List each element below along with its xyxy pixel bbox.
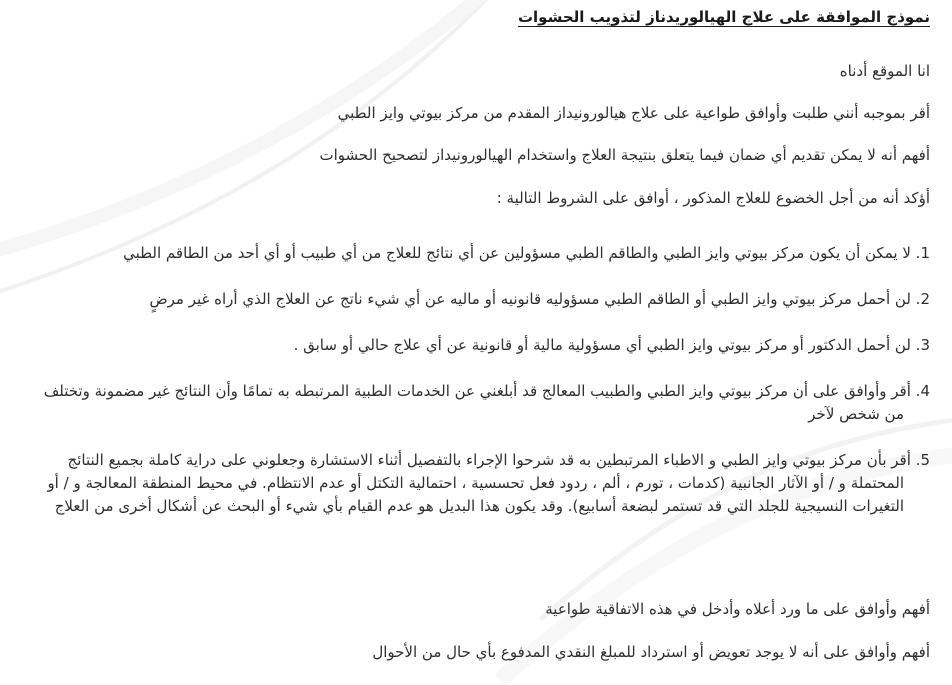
intro-line-request: أقر بموجبه أنني طلبت وأوافق طواعية على علاج هيالورونيداز المقدم من مركز بيوتي وايز الطبي [337,104,930,122]
footer-line-voluntary-agreement: أفهم وأوافق على ما ورد أعلاه وأدخل في هذه الاتفاقية طواعية [545,600,930,618]
document-title: نموذج الموافقة على علاج الهيالوريدناز لتذويب الحشوات [517,8,930,26]
term-item-3 [20,334,930,357]
term-number: 5. [915,451,930,469]
term-text: لا يمكن أن يكون مركز بيوتي وايز الطبي والطاقم الطبي مسؤولين عن أي نتائج للعلاج من أي طبيب أو أي أحد من الطاقم الطبي [123,244,911,262]
intro-line-undersigned: انا الموقع أدناه [839,62,930,80]
term-text: أقر بأن مركز بيوتي وايز الطبي و الاطباء المرتبطين به قد شرحوا الإجراء بالتفصيل أثناء الاستشارة وجعلوني على دراية كاملة بجميع النتائج المحتملة و / أو الآثار الجانبية (كدمات ، تورم ، ألم ، ردود فعل تحسسية ، احتمالية التكتل أو عدم الانتظام. في محيط المنطقة المعالجة و / أو التغيرات النسيجية للجلد التي قد تستمر لبضعة أسابيع). وقد يكون هذا البديل هو عدم القيام بأي شيء أو البحث عن أشكال أخرى من العلاج [47,451,911,515]
term-item-5 [20,449,930,518]
term-text: لن أحمل الدكتور أو مركز بيوتي وايز الطبي أي مسؤولية مالية أو قانونية عن أي علاج حالي أو سابق . [293,336,911,354]
term-number: 4. [915,382,930,400]
term-number: 3. [915,336,930,354]
intro-line-no-guarantee: أفهم أنه لا يمكن تقديم أي ضمان فيما يتعلق بنتيجة العلاج واستخدام الهيالورونيداز لتصحيح الحشوات [319,146,930,164]
term-item-4 [20,380,930,426]
intro-line-conditions: أؤكد أنه من أجل الخضوع للعلاج المذكور ، أوافق على الشروط التالية : [496,189,930,207]
term-number: 2. [915,290,930,308]
term-number: 1. [915,244,930,262]
term-text: أقر وأوافق على أن مركز بيوتي وايز الطبي والطبيب المعالج قد أبلغني عن الخدمات الطبية المرتبطه به تمامًا وأن النتائج غير مضمونة وتختلف من شخص لآخر [43,382,911,423]
term-text: لن أحمل مركز بيوتي وايز الطبي أو الطاقم الطبي مسؤوليه قانونيه أو ماليه عن أي شيء ناتج عن العلاج الذي أراه غير مرضٍ [149,290,911,308]
term-item-1 [20,242,930,265]
footer-line-no-refund: أفهم وأوافق على أنه لا يوجد تعويض أو استرداد للمبلغ النقدي المدفوع بأي حال من الأحوال [372,643,930,661]
terms-list [20,242,930,541]
term-item-2 [20,288,930,311]
